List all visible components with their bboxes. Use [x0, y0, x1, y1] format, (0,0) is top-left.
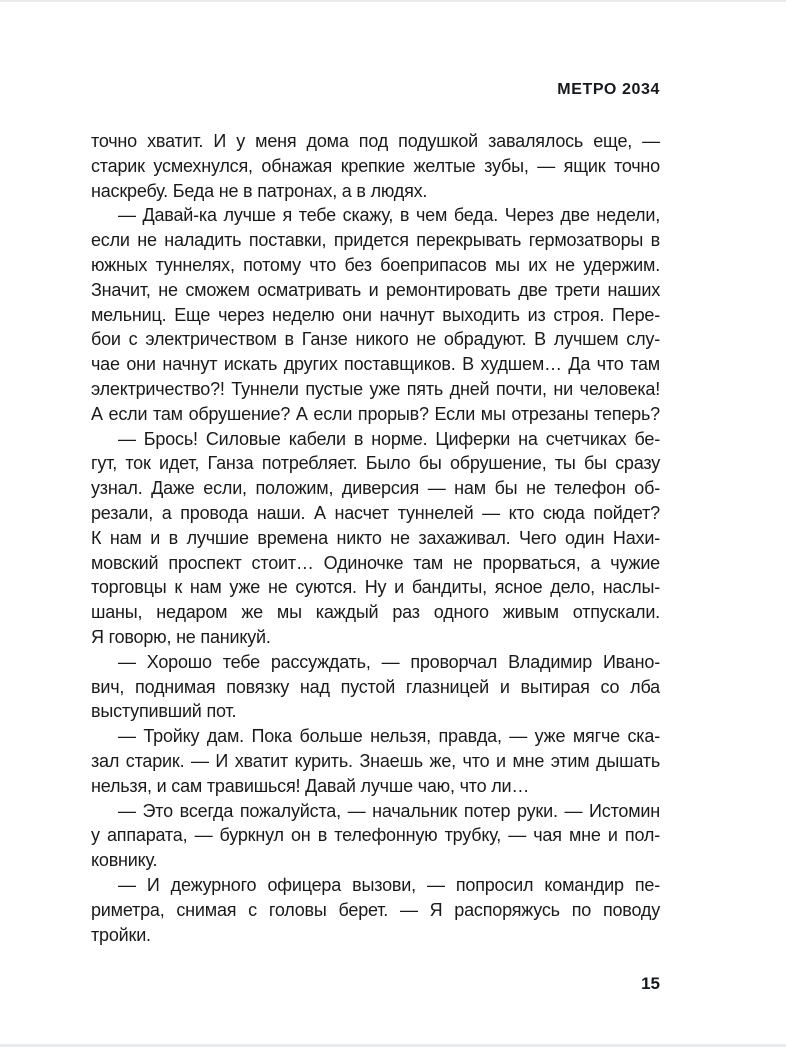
text-line: зал старик. — И хватит курить. Знаешь же, что и мне этим дышать [91, 750, 660, 771]
page-number: 15 [641, 974, 660, 993]
text-line: гут, ток идет, Ганза потребляет. Было бы обрушение, ты бы сразу [91, 453, 660, 474]
body-text [91, 129, 660, 947]
text-line: тройки. [91, 924, 151, 945]
text-line: выступивший пот. [91, 701, 237, 722]
text-line: К нам и в лучшие времена никто не захаживал. Чего один Нахи- [91, 527, 660, 548]
text-line: ковнику. [91, 850, 158, 871]
text-line: южных туннелях, потому что без боеприпасов мы их не удержим. [91, 254, 660, 275]
text-line: мовский проспект стоит… Одиночке там не прорваться, а чужие [91, 552, 660, 573]
text-line: торговцы к нам уже не суются. Ну и бандиты, ясное дело, наслы- [91, 577, 660, 598]
text-line: — Брось! Силовые кабели в норме. Циферки на счетчиках бе- [118, 428, 660, 449]
text-line: резали, а провода наши. А насчет туннелей — кто сюда пойдет? [91, 502, 660, 523]
text-line: старик усмехнулся, обнажая крепкие желтые зубы, — ящик точно [91, 155, 660, 176]
text-line: — Тройку дам. Пока больше нельзя, правда, — уже мягче ска- [118, 726, 660, 747]
text-line: вич, поднимая повязку над пустой глазницей и вытирая со лба [91, 676, 660, 697]
text-line: Значит, не сможем осматривать и ремонтировать две трети наших [91, 279, 660, 300]
text-line: риметра, снимая с головы берет. — Я распоряжусь по поводу [91, 899, 660, 920]
page-top-edge [0, 0, 786, 2]
text-line: — Это всегда пожалуйста, — начальник потер руки. — Истомин [118, 800, 660, 821]
text-line: узнал. Даже если, положим, диверсия — нам бы не телефон об- [91, 478, 660, 499]
text-line: А если там обрушение? А если прорыв? Если мы отрезаны теперь? [91, 403, 660, 424]
text-line: чае они начнут искать других поставщиков. В худшем… Да что там [91, 354, 660, 375]
text-line: шаны, недаром же мы каждый раз одного живым отпускали. [91, 602, 660, 623]
text-line: — И дежурного офицера вызови, — попросил командир пе- [118, 874, 660, 895]
text-line: Я говорю, не паникуй. [91, 626, 271, 647]
text-line: нельзя, и сам травишься! Давай лучше чаю, что ли… [91, 775, 530, 796]
text-line: электричество?! Туннели пустые уже пять дней почти, ни человека! [91, 378, 660, 399]
text-line: — Давай-ка лучше я тебе скажу, в чем беда. Через две недели, [118, 205, 660, 226]
running-header: МЕТРО 2034 [557, 81, 660, 98]
text-line: — Хорошо тебе рассуждать, — проворчал Владимир Ивано- [118, 651, 660, 672]
text-line: у аппарата, — буркнул он в телефонную трубку, — чая мне и пол- [91, 825, 660, 846]
text-line: если не наладить поставки, придется перекрывать гермозатворы в [91, 230, 660, 251]
text-line: наскребу. Беда не в патронах, а в людях. [91, 180, 428, 201]
text-line: мельниц. Еще через неделю они начнут выходить из строя. Пере- [91, 304, 660, 325]
text-line: точно хватит. И у меня дома под подушкой завалялось еще, — [91, 131, 660, 151]
text-line: бои с электричеством в Ганзе никого не обрадуют. В лучшем слу- [91, 329, 660, 350]
